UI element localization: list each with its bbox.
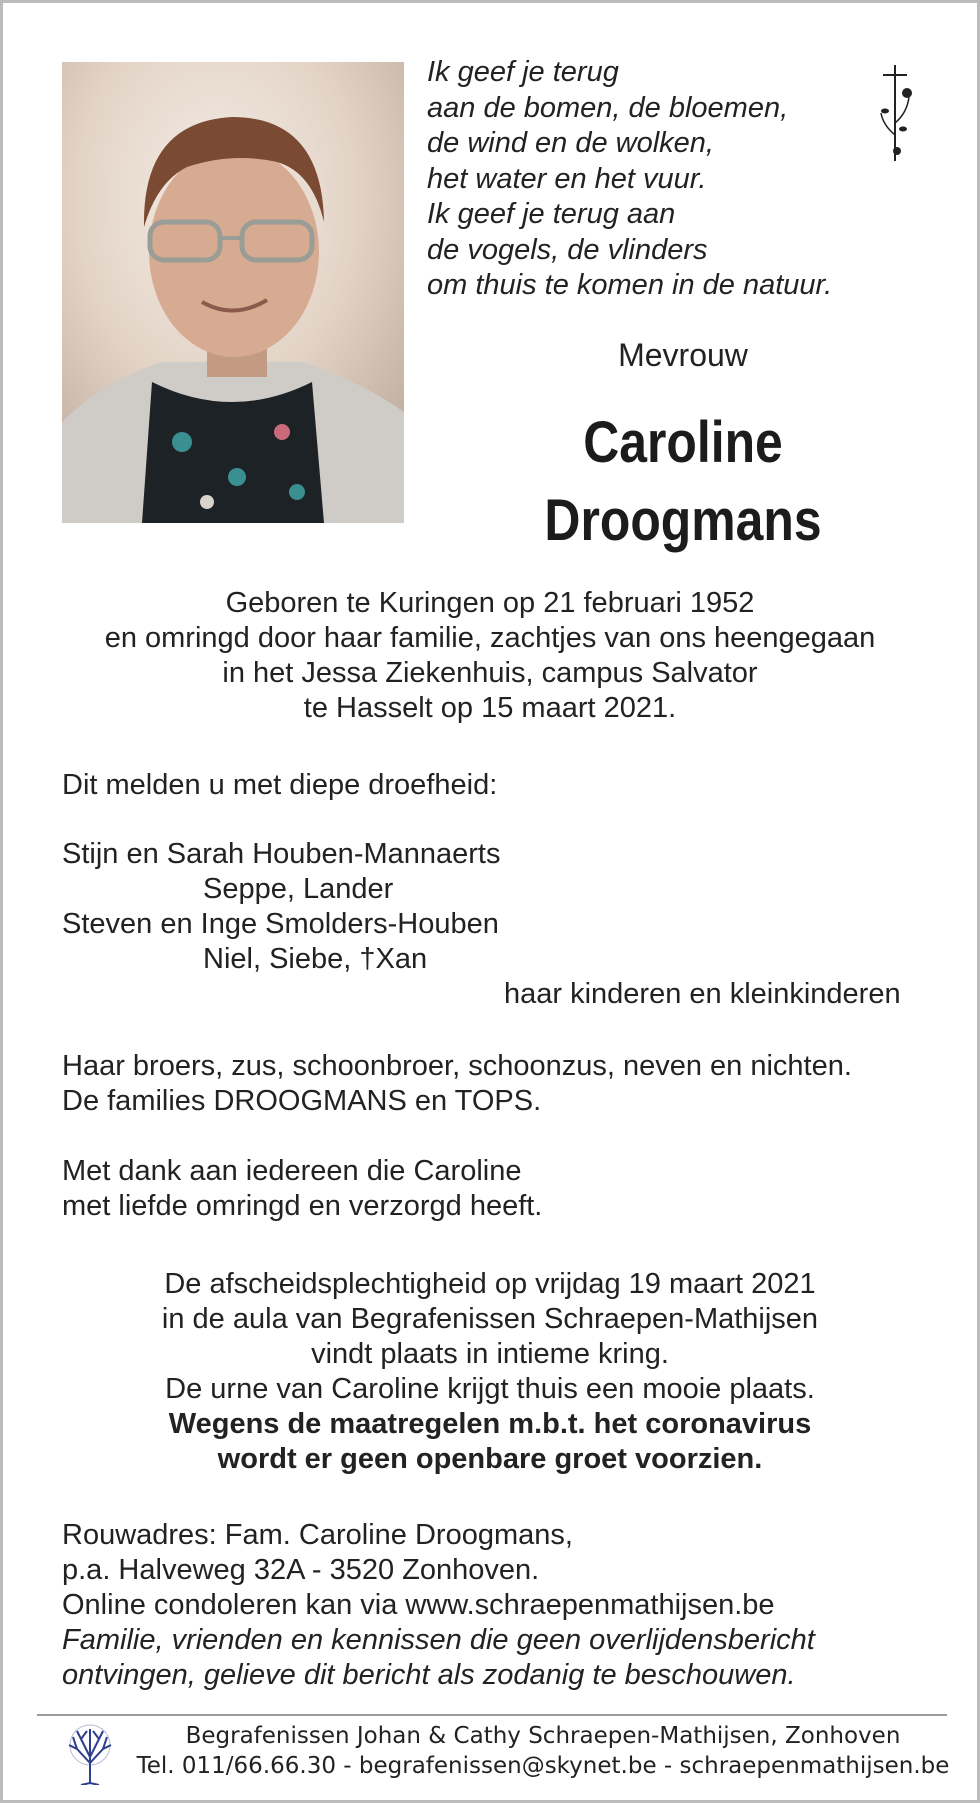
birth-death-line: Geboren te Kuringen op 21 februari 1952	[225, 587, 755, 619]
poem-line: de wind en de wolken,	[427, 127, 714, 159]
grandchildren-line: Niel, Siebe, †Xan	[203, 943, 428, 975]
ceremony-line: De urne van Caroline krijgt thuis een mooie plaats.	[165, 1373, 815, 1405]
poem-line: de vogels, de vlinders	[427, 233, 708, 266]
relatives-line: Haar broers, zus, schoonbroer, schoonzus, neven en nichten.	[62, 1050, 852, 1082]
family-line: Stijn en Sarah Houben-Mannaerts	[62, 838, 501, 870]
poem-line: aan de bomen, de bloemen,	[427, 91, 789, 124]
address-line: Rouwadres: Fam. Caroline Droogmans,	[62, 1519, 573, 1551]
birth-death-line: en omringd door haar familie, zachtjes van ons heengegaan	[104, 622, 876, 654]
ceremony-line: vindt plaats in intieme kring.	[311, 1338, 669, 1370]
family-line: Steven en Inge Smolders-Houben	[62, 908, 499, 940]
relatives-line: De families DROOGMANS en TOPS.	[62, 1085, 542, 1117]
first-name: Caroline	[583, 410, 783, 475]
poem	[427, 55, 877, 304]
poem-line: het water en het vuur.	[427, 162, 707, 195]
grandchildren-line: Seppe, Lander	[203, 873, 394, 905]
family-relation: haar kinderen en kleinkinderen	[504, 978, 901, 1010]
honorific: Mevrouw	[618, 337, 748, 373]
notice-line: Familie, vrienden en kennissen die geen overlijdensbericht	[62, 1624, 815, 1656]
poem-line: Ik geef je terug aan	[427, 198, 676, 230]
tree-logo-icon	[63, 1723, 117, 1785]
announce-intro: Dit melden u met diepe droefheid:	[62, 769, 498, 801]
corona-notice-line: Wegens de maatregelen m.b.t. het coronavirus	[168, 1408, 812, 1440]
portrait-photo	[62, 62, 404, 523]
ceremony-line: De afscheidsplechtigheid op vrijdag 19 maart 2021	[164, 1268, 816, 1300]
birth-death-line: in het Jessa Ziekenhuis, campus Salvator	[222, 657, 758, 689]
address-line: p.a. Halveweg 32A - 3520 Zonhoven.	[62, 1554, 540, 1586]
last-name: Droogmans	[544, 488, 822, 553]
corona-notice-line: wordt er geen openbare groet voorzien.	[217, 1443, 763, 1475]
poem-line: om thuis te komen in de natuur.	[427, 269, 833, 301]
birth-death-line: te Hasselt op 15 maart 2021.	[303, 692, 677, 724]
funeral-home-name: Begrafenissen Johan & Cathy Schraepen-Mathijsen, Zonhoven	[185, 1723, 901, 1749]
thanks-line: Met dank aan iedereen die Caroline	[62, 1155, 522, 1187]
funeral-home-contact: Tel. 011/66.66.30 - begrafenissen@skynet.be - schraepenmathijsen.be	[136, 1753, 950, 1779]
ceremony-line: in de aula van Begrafenissen Schraepen-Mathijsen	[161, 1303, 819, 1335]
footer-divider	[37, 1714, 947, 1716]
thanks-line: met liefde omringd en verzorgd heeft.	[62, 1190, 543, 1222]
condolence-link-line: Online condoleren kan via www.schraepenmathijsen.be	[62, 1589, 775, 1621]
notice-line: ontvingen, gelieve dit bericht als zodanig te beschouwen.	[62, 1659, 796, 1691]
poem-line: Ik geef je terug	[427, 56, 619, 88]
cross-with-rose-icon	[873, 63, 917, 163]
